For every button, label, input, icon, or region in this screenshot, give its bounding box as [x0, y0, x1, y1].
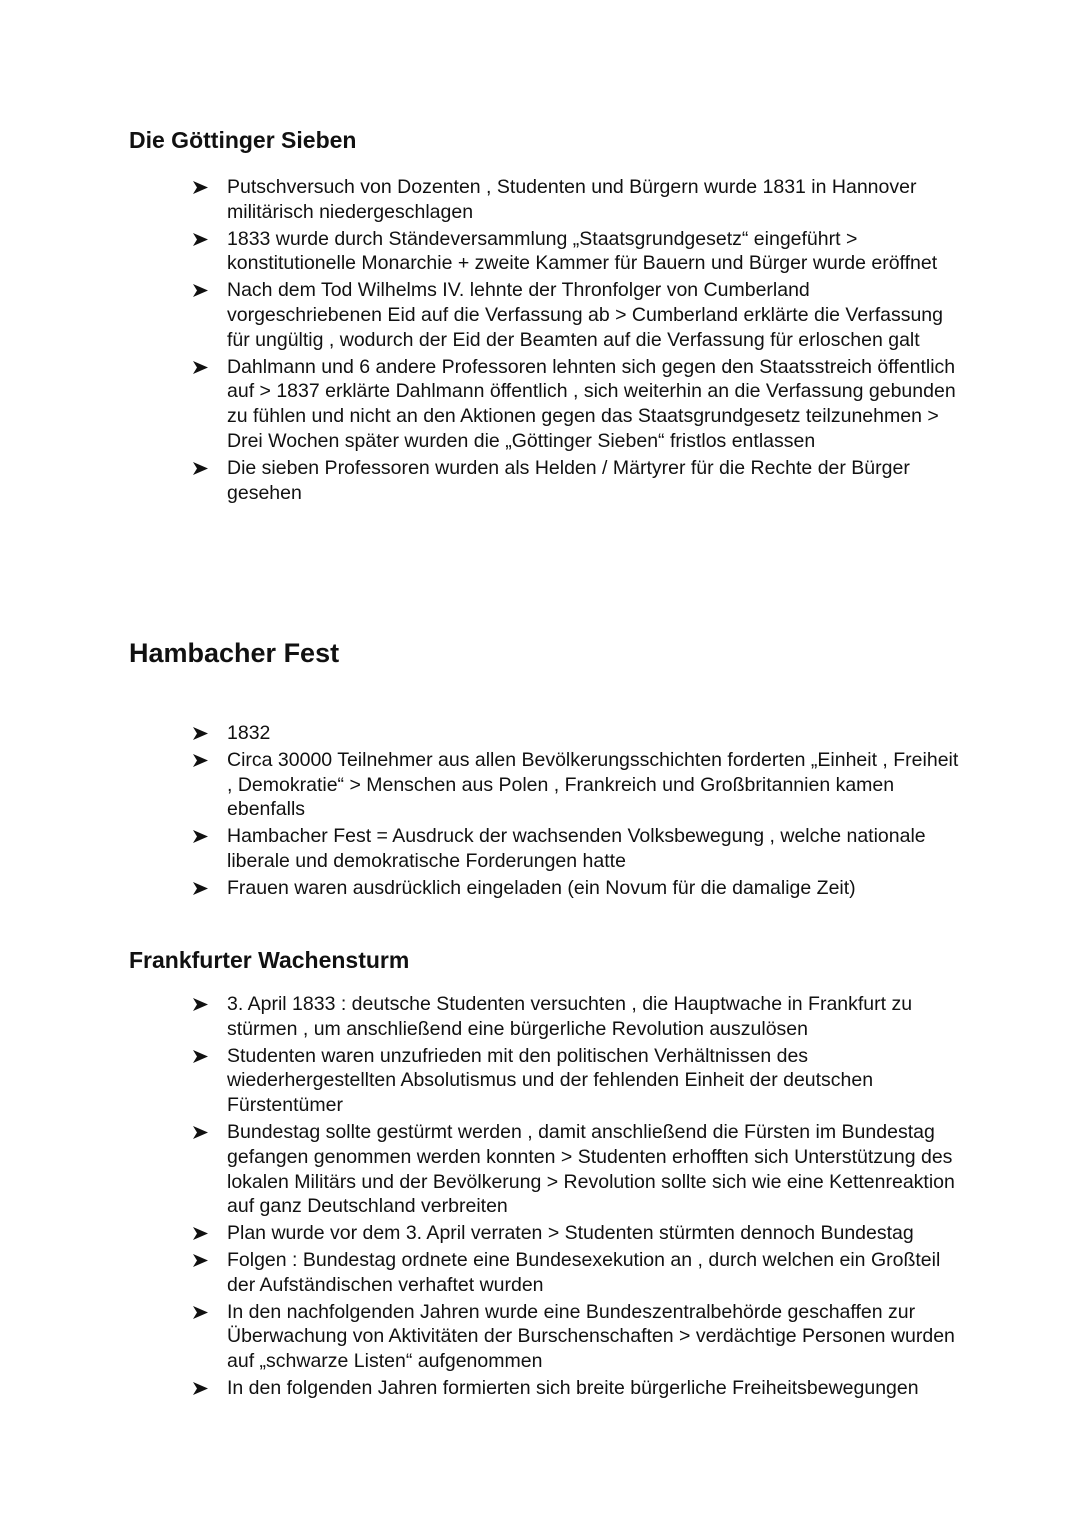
arrow-bullet-icon [192, 1049, 209, 1064]
list-item [192, 748, 962, 822]
list-item [192, 992, 962, 1042]
list-item-text: In den folgenden Jahren formierten sich breite bürgerliche Freiheitsbewegungen [227, 1376, 919, 1399]
arrow-bullet-icon [192, 461, 209, 476]
arrow-bullet-icon [192, 1125, 209, 1140]
bullet-list-goettinger-sieben [192, 175, 962, 507]
list-item [192, 1248, 962, 1298]
arrow-bullet-icon [192, 997, 209, 1012]
list-item [192, 824, 962, 874]
section-heading: Die Göttinger Sieben [129, 127, 357, 153]
list-item [192, 175, 962, 225]
list-item-text: 1833 wurde durch Ständeversammlung „Staatsgrundgesetz“ eingeführt > konstitutionelle Monarchie + zweite Kammer für Bauern und Bürger wurde eröffnet [227, 227, 938, 275]
arrow-bullet-icon [192, 1381, 209, 1396]
list-item [192, 1044, 962, 1118]
list-item-text: 3. April 1833 : deutsche Studenten versuchten , die Hauptwache in Frankfurt zu stürmen , um anschließend eine bürgerliche Revolution auszulösen [227, 993, 913, 1040]
list-item [192, 278, 962, 352]
arrow-bullet-icon [192, 1226, 209, 1241]
list-item [192, 456, 962, 506]
list-item-text: Circa 30000 Teilnehmer aus allen Bevölkerungsschichten forderten „Einheit , Freiheit , Demokratie“ > Menschen aus Polen , Frankreich und Großbritannien kamen ebenfalls [227, 748, 959, 821]
arrow-bullet-icon [192, 360, 209, 375]
list-item-text: Folgen : Bundestag ordnete eine Bundesexekution an , durch welchen ein Großteil der Aufständischen verhaftet wurden [227, 1248, 941, 1296]
list-item [192, 1221, 962, 1246]
arrow-bullet-icon [192, 829, 209, 844]
arrow-bullet-icon [192, 283, 209, 298]
list-item-text: Bundestag sollte gestürmt werden , damit anschließend die Fürsten im Bundestag gefangen genommen werden konnten > Studenten erhofften sich Unterstützung des lokalen Militärs und der Bevölkerung > Revolution sollte sich wie eine Kettenreaktion auf ganz Deutschland verbreiten [227, 1120, 955, 1218]
arrow-bullet-icon [192, 881, 209, 896]
list-item-text: Die sieben Professoren wurden als Helden / Märtyrer für die Rechte der Bürger gesehen [227, 456, 910, 504]
list-item-text: Hambacher Fest = Ausdruck der wachsenden Volksbewegung , welche nationale liberale und demokratische Forderungen hatte [227, 825, 926, 872]
arrow-bullet-icon [192, 753, 209, 768]
bullet-list-hambacher-fest [192, 721, 962, 903]
list-item-text: Studenten waren unzufrieden mit den politischen Verhältnissen des wiederhergestellten Absolutismus und der fehlenden Einheit der deutschen Fürstentümer [227, 1044, 874, 1117]
arrow-bullet-icon [192, 232, 209, 247]
section-frankfurter-wachensturm [129, 948, 959, 973]
list-item [192, 355, 962, 454]
section-goettinger-sieben [129, 128, 959, 153]
list-item-text: Frauen waren ausdrücklich eingeladen (ein Novum für die damalige Zeit) [227, 876, 856, 899]
arrow-bullet-icon [192, 1305, 209, 1320]
list-item-text: 1832 [227, 722, 271, 744]
list-item [192, 876, 962, 901]
list-item-text: Plan wurde vor dem 3. April verraten > Studenten stürmten dennoch Bundestag [227, 1222, 914, 1245]
section-heading: Frankfurter Wachensturm [129, 947, 410, 973]
section-hambacher-fest [129, 639, 959, 669]
bullet-list-frankfurter-wachensturm [192, 992, 962, 1403]
section-heading: Hambacher Fest [129, 638, 340, 668]
list-item [192, 1120, 962, 1219]
list-item-text: In den nachfolgenden Jahren wurde eine Bundeszentralbehörde geschaffen zur Überwachung von Aktivitäten der Burschenschaften > verdächtige Personen wurden auf „schwarze Listen“ aufgenommen [227, 1300, 955, 1373]
list-item [192, 1300, 962, 1374]
arrow-bullet-icon [192, 180, 209, 195]
arrow-bullet-icon [192, 726, 209, 741]
list-item [192, 721, 962, 746]
list-item-text: Putschversuch von Dozenten , Studenten und Bürgern wurde 1831 in Hannover militärisch niedergeschlagen [227, 176, 917, 223]
list-item-text: Dahlmann und 6 andere Professoren lehnten sich gegen den Staatsstreich öffentlich auf > 1837 erklärte Dahlmann öffentlich , sich weiterhin an die Verfassung gebunden zu fühlen und nicht an den Aktionen gegen das Staatsgrundgesetz teilzunehmen > Drei Wochen später wurden die „Göttinger Sieben“ fristlos entlassen [227, 355, 956, 452]
list-item [192, 227, 962, 277]
list-item [192, 1376, 962, 1401]
arrow-bullet-icon [192, 1253, 209, 1268]
list-item-text: Nach dem Tod Wilhelms IV. lehnte der Thronfolger von Cumberland vorgeschriebenen Eid auf die Verfassung ab > Cumberland erklärte die Verfassung für ungültig , wodurch der Eid der Beamten auf die Verfassung für erloschen galt [227, 279, 943, 351]
